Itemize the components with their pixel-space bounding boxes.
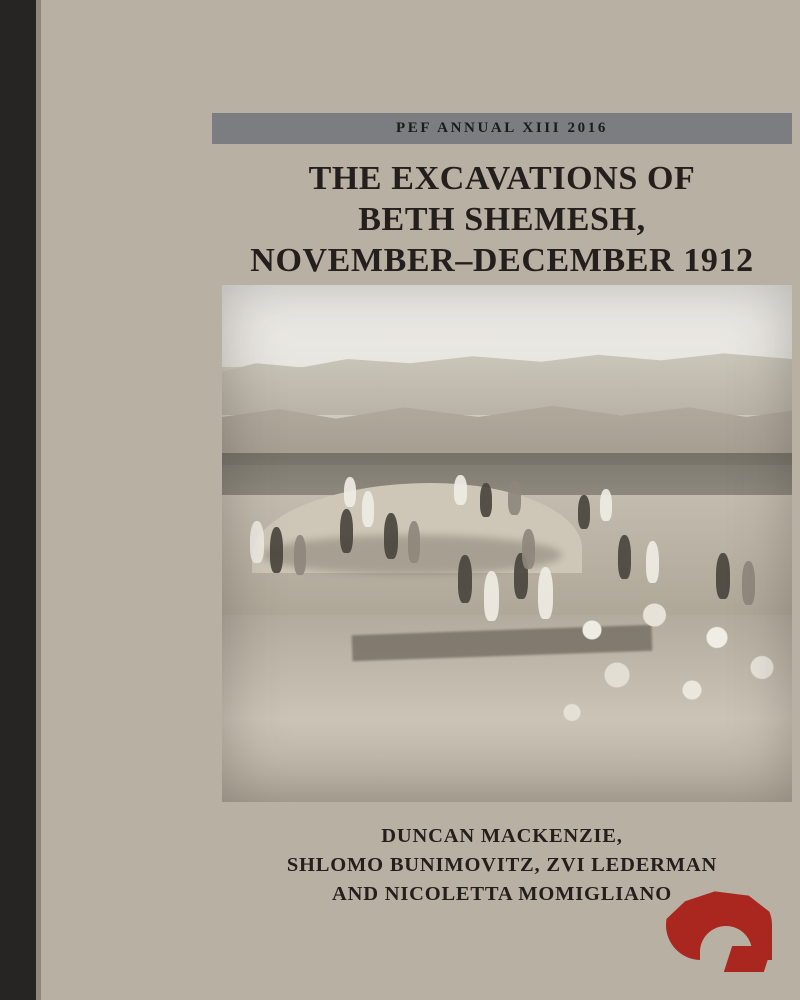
cover-photograph	[222, 285, 792, 802]
author-line-3: AND NICOLETTA MOMIGLIANO	[331, 883, 672, 905]
photo-worker-figure	[618, 535, 631, 579]
series-banner-label: PEF ANNUAL XIII 2016	[396, 120, 608, 136]
photo-worker-figure	[344, 477, 356, 507]
title-line-2: BETH SHEMESH,	[358, 201, 646, 238]
photo-worker-figure	[480, 483, 492, 517]
photo-worker-figure	[538, 567, 553, 619]
photo-worker-figure	[454, 475, 467, 505]
author-line-1: DUNCAN MACKENZIE,	[381, 825, 623, 847]
title-line-1: THE EXCAVATIONS OF	[308, 160, 696, 197]
photo-worker-figure	[458, 555, 472, 603]
photo-worker-figure	[522, 529, 535, 569]
photo-worker-figure	[294, 535, 306, 575]
title-line-3: NOVEMBER–DECEMBER 1912	[250, 242, 754, 279]
routledge-logo	[652, 890, 772, 982]
book-title	[212, 158, 792, 281]
routledge-tail-shape	[724, 946, 772, 972]
photo-worker-figure	[340, 509, 353, 553]
photo-worker-figure	[742, 561, 755, 605]
photo-worker-figure	[508, 481, 521, 515]
cover-front-panel	[41, 0, 800, 1000]
photo-stone-rubble	[542, 585, 792, 735]
photo-worker-figure	[484, 571, 499, 621]
series-banner	[212, 113, 792, 144]
photo-worker-figure	[250, 521, 264, 563]
cover-spine-band	[0, 0, 36, 1000]
photo-worker-figure	[362, 491, 374, 527]
photo-worker-figure	[716, 553, 730, 599]
photo-worker-figure	[600, 489, 612, 521]
photo-worker-figure	[408, 521, 420, 563]
photo-worker-figure	[578, 495, 590, 529]
photo-worker-figure	[270, 527, 283, 573]
photo-sky	[222, 285, 792, 367]
author-line-2: SHLOMO BUNIMOVITZ, ZVI LEDERMAN	[286, 854, 718, 876]
photo-worker-figure	[646, 541, 659, 583]
photo-worker-figure	[384, 513, 398, 559]
